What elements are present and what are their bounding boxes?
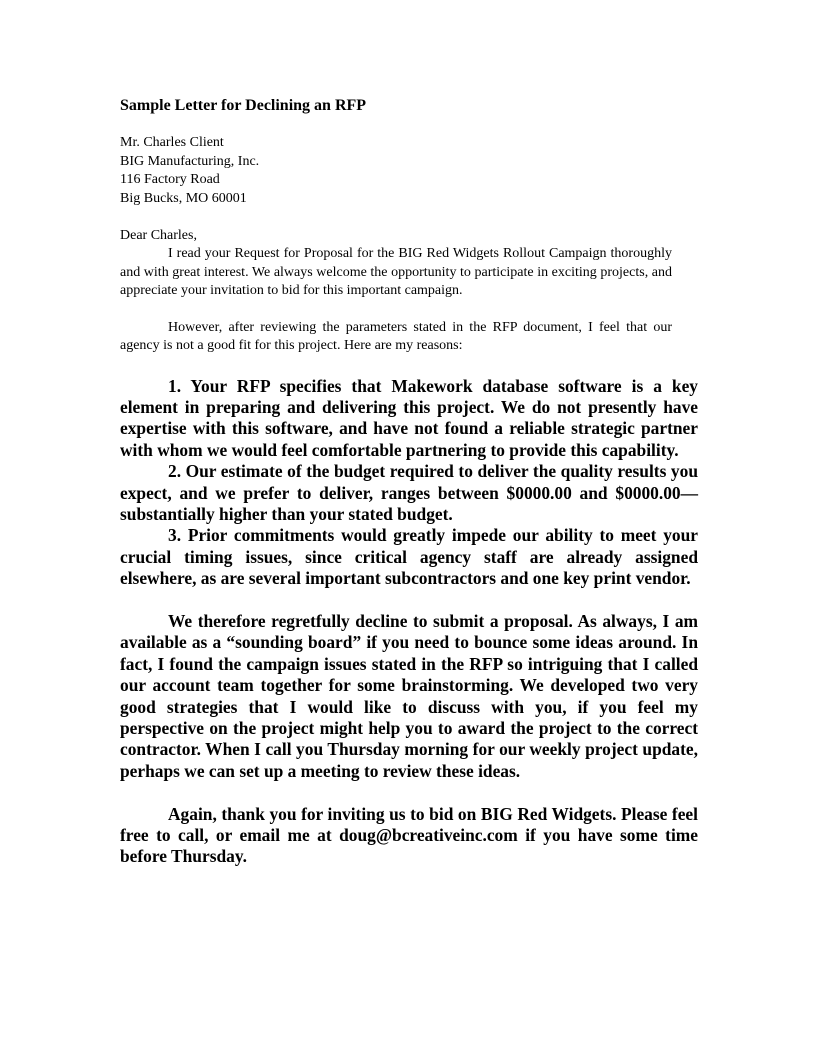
closing-paragraph: Again, thank you for inviting us to bid on BIG Red Widgets. Please feel free to call, or email me at doug@bcreativeinc.com if you have some time before Thursday. [120,803,698,867]
reason-item-1: 1. Your RFP specifies that Makework database software is a key element in preparing and delivering this project. We do not presently have expertise with this software, and have not found a reliable strategic partner with whom we would feel comfortable partnering to provide this capability. [120,375,698,460]
address-line-city: Big Bucks, MO 60001 [120,190,247,206]
however-paragraph: However, after reviewing the parameters stated in the RFP document, I feel that our agency is not a good fit for this project. Here are my reasons: [120,319,672,353]
reasons-list [120,376,700,590]
recipient-address [120,134,700,208]
salutation: Dear Charles, [120,227,197,243]
reason-item-2: 2. Our estimate of the budget required to deliver the quality results you expect, and we prefer to deliver, ranges between $0000.00 and $0000.00—substantially higher than your stated budget. [120,461,698,524]
address-line-company: BIG Manufacturing, Inc. [120,153,260,169]
address-line-name: Mr. Charles Client [120,135,224,150]
letter-page [120,96,700,868]
letter-title: Sample Letter for Declining an RFP [120,97,367,114]
paragraph-spacer [120,301,700,319]
intro-paragraph: I read your Request for Proposal for the BIG Red Widgets Rollout Campaign thoroughly and with great interest. We always welcome the opportunity to participate in exciting projects, and appreciate your invitation to bid for this important campaign. [120,246,672,298]
address-line-street: 116 Factory Road [120,172,220,187]
reason-item-3: 3. Prior commitments would greatly impede our ability to meet your crucial timing issues, since critical agency staff are already assigned elsewhere, as are several important subcontractors and one key print vendor. [120,525,698,589]
decline-paragraph: We therefore regretfully decline to submit a proposal. As always, I am available as a “sounding board” if you need to bounce some ideas around. In fact, I found the campaign issues stated in the RFP so intriguing that I called our account team together for some brainstorming. We developed two very good strategies that I would like to discuss with you, if you feel my perspective on the project might help you to award the project to the correct contractor. When I call you Thursday morning for our weekly project update, perhaps we can set up a meeting to review these ideas. [120,610,698,781]
paragraph-spacer [120,782,700,803]
paragraph-spacer [120,590,700,611]
